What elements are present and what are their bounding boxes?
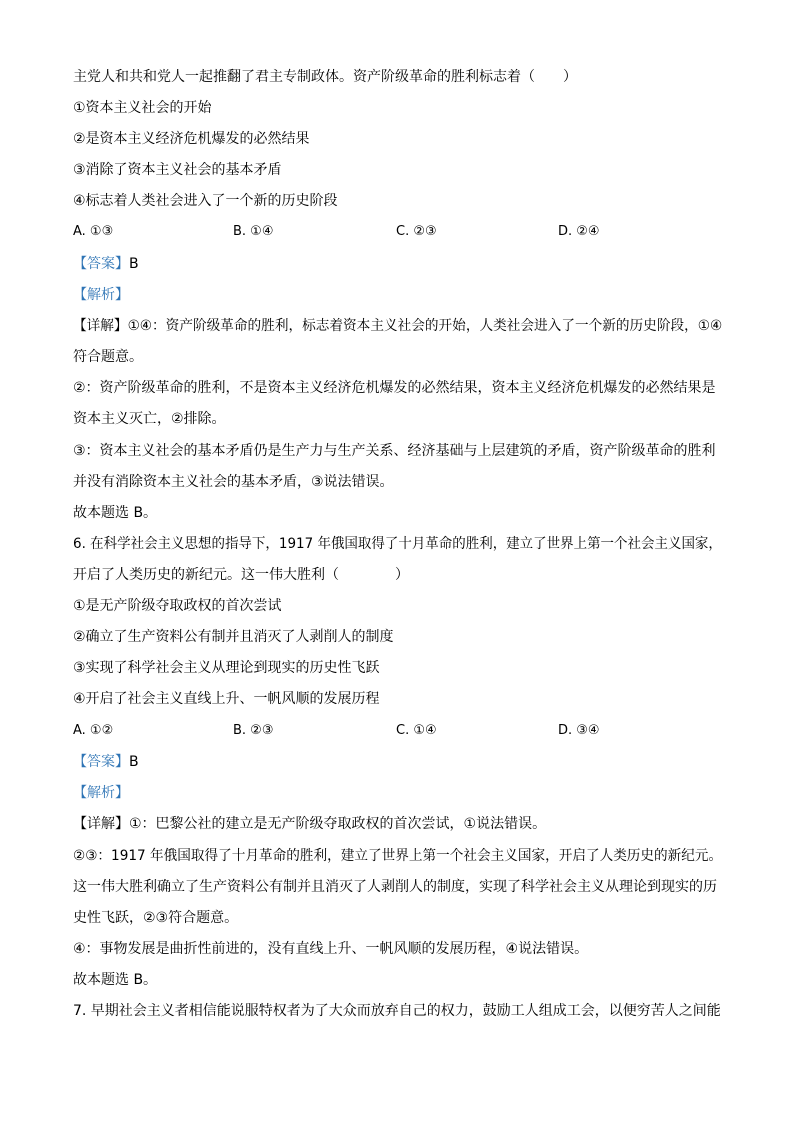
q6-answer-label: 【答案】 xyxy=(73,754,129,770)
q6-stem-2: 开启了人类历史的新纪元。这一伟大胜利（ ） xyxy=(73,567,409,583)
q6-detail-2b: 这一伟大胜利确立了生产资料公有制并且消灭了人剥削人的制度，实现了科学社会主义从理论到现实的历 xyxy=(73,879,717,895)
q5-detail-1b: 符合题意。 xyxy=(73,349,143,365)
q5-detail-3a: ③：资本主义社会的基本矛盾仍是生产力与生产关系、经济基础与上层建筑的矛盾，资产阶级革命的胜利 xyxy=(73,443,716,459)
q5-detail-1a xyxy=(73,316,722,336)
q6-option-c: C. ①④ xyxy=(396,723,437,738)
q5-answer xyxy=(73,254,139,274)
q5-detail-label: 【详解】 xyxy=(73,318,128,334)
q6-statement-1: ①是无产阶级夺取政权的首次尝试 xyxy=(73,598,282,614)
q6-conclusion: 故本题选 B。 xyxy=(73,972,158,988)
q6-detail-2a: ②③：1917 年俄国取得了十月革命的胜利，建立了世界上第一个社会主义国家，开启了人类历史的新纪元。 xyxy=(73,848,723,864)
q5-statement-4: ④标志着人类社会进入了一个新的历史阶段 xyxy=(73,193,338,209)
q5-conclusion: 故本题选 B。 xyxy=(73,505,158,521)
q6-option-a: A. ①② xyxy=(73,723,114,738)
q5-detail-2b: 资本主义灭亡，②排除。 xyxy=(73,411,226,427)
q6-detail-1-text: ①：巴黎公社的建立是无产阶级夺取政权的首次尝试，①说法错误。 xyxy=(129,816,547,832)
q7-stem-1: 7. 早期社会主义者相信能说服特权者为了大众而放弃自己的权力，鼓励工人组成工会，以便穷苦人之间能 xyxy=(73,1003,721,1019)
q6-analysis-label: 【解析】 xyxy=(73,785,129,801)
q6-statement-2: ②确立了生产资料公有制并且消灭了人剥削人的制度 xyxy=(73,629,394,645)
q5-answer-value: B xyxy=(129,256,139,272)
q5-detail-3b: 并没有消除资本主义社会的基本矛盾，③说法错误。 xyxy=(73,474,394,490)
q6-stem-1: 6. 在科学社会主义思想的指导下，1917 年俄国取得了十月革命的胜利，建立了世界上第一个社会主义国家， xyxy=(73,536,722,552)
q5-statement-2: ②是资本主义经济危机爆发的必然结果 xyxy=(73,131,310,147)
q6-option-b: B. ②③ xyxy=(233,723,274,738)
q5-option-c: C. ②③ xyxy=(396,224,437,239)
q5-answer-label: 【答案】 xyxy=(73,256,129,272)
q5-detail-2a: ②：资产阶级革命的胜利，不是资本主义经济危机爆发的必然结果，资本主义经济危机爆发的必然结果是 xyxy=(73,380,716,396)
q6-answer xyxy=(73,752,139,772)
q5-analysis-label: 【解析】 xyxy=(73,287,129,303)
q6-statement-3: ③实现了科学社会主义从理论到现实的历史性飞跃 xyxy=(73,660,380,676)
q6-option-d: D. ③④ xyxy=(558,723,600,738)
q6-answer-value: B xyxy=(129,754,139,770)
q6-statement-4: ④开启了社会主义直线上升、一帆风顺的发展历程 xyxy=(73,691,380,707)
q5-statement-3: ③消除了资本主义社会的基本矛盾 xyxy=(73,162,282,178)
q6-detail-2c: 史性飞跃，②③符合题意。 xyxy=(73,910,239,926)
q5-stem-tail: 主党人和共和党人一起推翻了君主专制政体。资产阶级革命的胜利标志着（ ） xyxy=(73,69,577,85)
q6-detail-1 xyxy=(73,814,546,834)
q5-option-d: D. ②④ xyxy=(558,224,600,239)
q6-detail-3: ④：事物发展是曲折性前进的，没有直线上升、一帆风顺的发展历程，④说法错误。 xyxy=(73,941,589,957)
q5-option-a: A. ①③ xyxy=(73,224,114,239)
q6-detail-label: 【详解】 xyxy=(73,816,129,832)
q5-detail-1a-text: ①④：资产阶级革命的胜利，标志着资本主义社会的开始，人类社会进入了一个新的历史阶段，①④ xyxy=(127,318,723,334)
q5-option-b: B. ①④ xyxy=(233,224,274,239)
q5-statement-1: ①资本主义社会的开始 xyxy=(73,100,212,116)
